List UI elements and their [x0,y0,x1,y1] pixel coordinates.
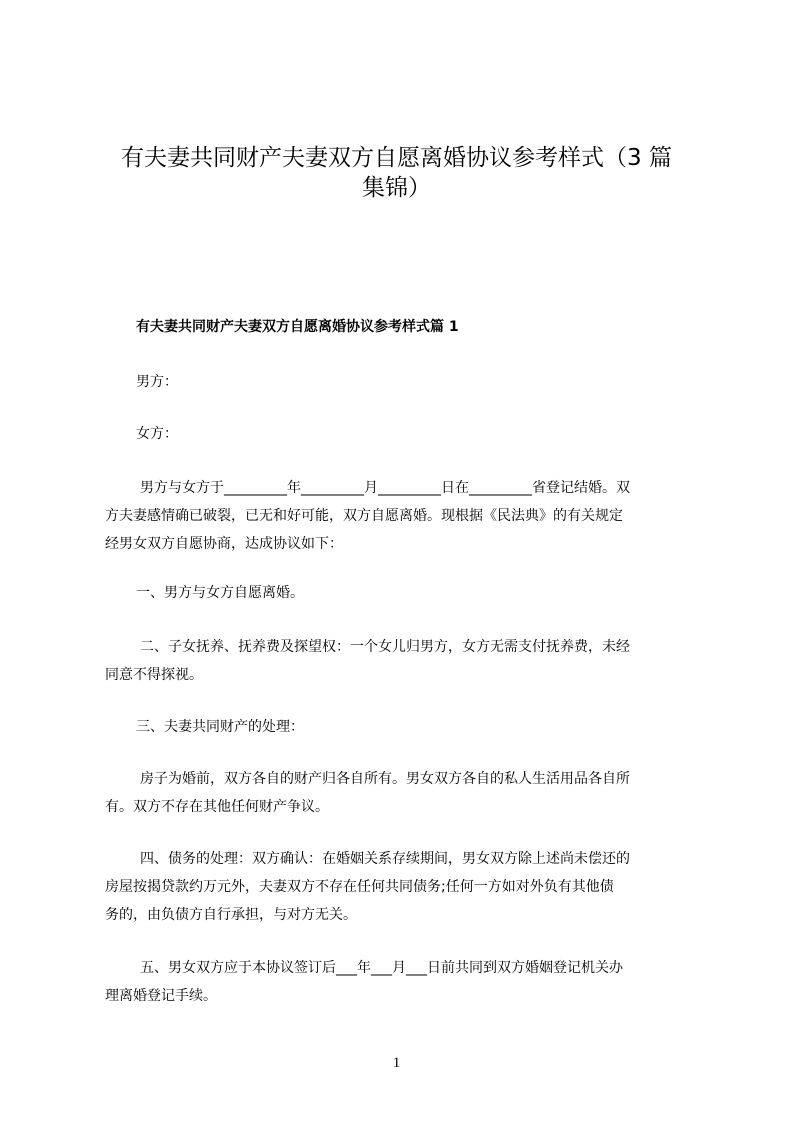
line: 务的，由负债方自行承担，与对方无关。 [105,907,357,923]
title-line-2: 集锦） [362,175,431,201]
section-heading: 有夫妻共同财产夫妻双方自愿离婚协议参考样式篇 1 [136,319,459,335]
clause-1 [136,579,304,607]
line: 经男女双方自愿协商，达成协议如下： [105,536,343,552]
document-title [100,143,693,203]
clause-5 [105,954,623,1010]
marriage-info [105,474,630,558]
line: 四、债务的处理：双方确认：在婚姻关系存续期间，男女双方除上述尚未偿还的 [140,851,630,867]
clause-2 [105,633,630,689]
line: 三、夫妻共同财产的处理： [136,719,304,735]
line: 理离婚登记手续。 [105,988,217,1004]
line: 有。双方不存在其他任何财产争议。 [105,799,329,815]
property-detail [105,765,630,821]
line: 房子为婚前，双方各自的财产归各自所有。男女双方各自的私人生活用品各自所 [140,771,630,787]
clause-4 [105,845,630,929]
page-number: 1 [392,1055,401,1071]
line: 同意不得探视。 [105,667,203,683]
line: 房屋按揭贷款约万元外，夫妻双方不存在任何共同债务;任何一方如对外负有其他债 [105,879,614,895]
line: 一、男方与女方自愿离婚。 [136,585,304,601]
line: 男方： [136,374,178,390]
title-line-1: 有夫妻共同财产夫妻双方自愿离婚协议参考样式（3 篇 [121,145,672,171]
line: 方夫妻感情确已破裂，已无和好可能，双方自愿离婚。现根据《民法典》的有关规定 [105,508,623,524]
line: 二、子女抚养、抚养费及探望权：一个女儿归男方，女方无需支付抚养费，未经 [140,639,630,655]
line: 五、男女双方应于本协议签订后___年___月___日前共同到双方婚姻登记机关办 [140,960,623,976]
husband-field [136,368,178,396]
clause-3 [136,713,304,741]
wife-field [136,420,178,448]
line: 女方： [136,426,178,442]
line: 男方与女方于_________年_________月_________日在_________省登记结婚。双 [140,480,630,496]
